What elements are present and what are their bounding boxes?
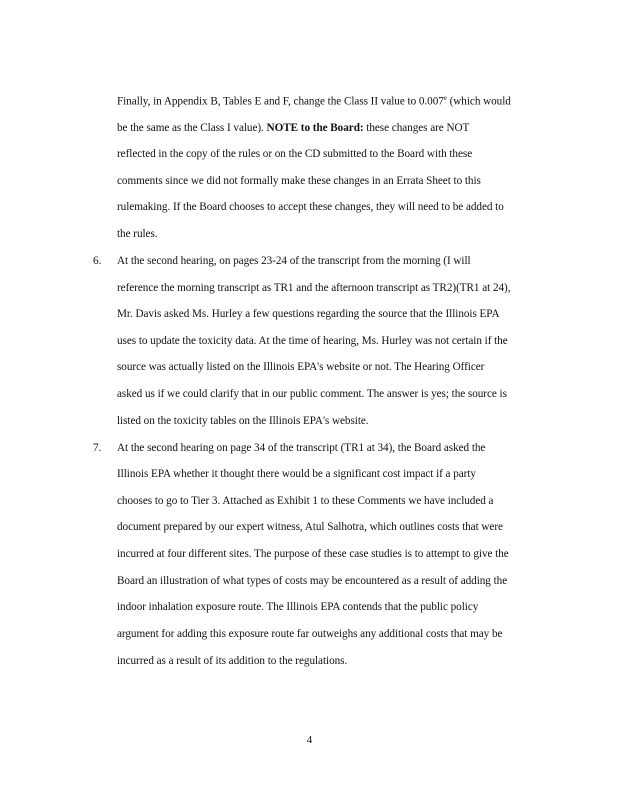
paragraph-line: comments since we did not formally make these changes in an Errata Sheet to this — [117, 175, 481, 187]
list-item-line: uses to update the toxicity data. At the time of hearing, Ms. Hurley was not certain if the — [117, 335, 508, 347]
list-item-line: indoor inhalation exposure route. The Illinois EPA contends that the public policy — [117, 601, 479, 613]
paragraph-line — [117, 121, 469, 135]
list-number-7: 7. — [93, 442, 102, 454]
list-item-line: At the second hearing, on pages 23-24 of the transcript from the morning (I will — [117, 255, 471, 267]
list-item-line: At the second hearing on page 34 of the transcript (TR1 at 34), the Board asked the — [117, 442, 486, 454]
list-item-line: document prepared by our expert witness, Atul Salhotra, which outlines costs that were — [117, 521, 503, 533]
list-item-line: chooses to go to Tier 3. Attached as Exhibit 1 to these Comments we have included a — [117, 495, 494, 507]
list-item-line: reference the morning transcript as TR1 and the afternoon transcript as TR2)(TR1 at 24), — [117, 282, 511, 294]
text-run: be the same as the Class I value). — [117, 122, 267, 134]
list-item-line: argument for adding this exposure route far outweighs any additional costs that may be — [117, 628, 503, 640]
text-run: Finally, in Appendix B, Tables E and F, change the Class II value to 0.007 — [117, 95, 444, 108]
list-item-line: Board an illustration of what types of costs may be encountered as a result of adding the — [117, 575, 508, 587]
paragraph-line: reflected in the copy of the rules or on the CD submitted to the Board with these — [117, 148, 473, 160]
list-item-line: asked us if we could clarify that in our public comment. The answer is yes; the source is — [117, 388, 507, 400]
note-to-board-bold: NOTE to the Board: — [266, 122, 364, 134]
paragraph-line: rulemaking. If the Board chooses to accept these changes, they will need to be added to — [117, 201, 504, 213]
paragraph-line — [117, 91, 511, 109]
list-item-line: incurred at four different sites. The purpose of these case studies is to attempt to give the — [117, 548, 509, 560]
list-number-6: 6. — [93, 255, 102, 267]
text-run: (which would — [446, 95, 511, 108]
superscript-e: e — [443, 94, 447, 102]
paragraph-line: the rules. — [117, 228, 158, 240]
list-item-line: Mr. Davis asked Ms. Hurley a few questions regarding the source that the Illinois EPA — [117, 308, 500, 320]
page-number: 4 — [306, 734, 313, 746]
list-item-line: listed on the toxicity tables on the Illinois EPA's website. — [117, 415, 369, 427]
list-item-line: source was actually listed on the Illinois EPA's website or not. The Hearing Officer — [117, 361, 485, 373]
text-run: these changes are NOT — [363, 122, 470, 134]
list-item-line: incurred as a result of its addition to the regulations. — [117, 655, 348, 667]
list-item-line: Illinois EPA whether it thought there would be a significant cost impact if a party — [117, 468, 476, 480]
